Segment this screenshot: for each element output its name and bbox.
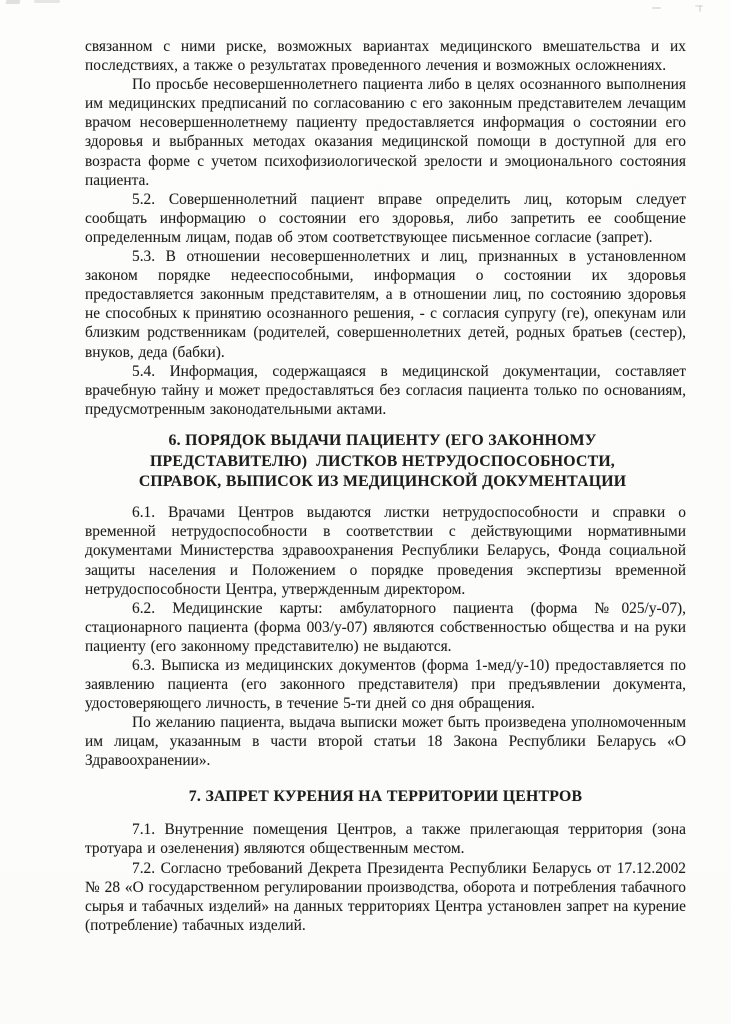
paragraph-5-minor-request: По просьбе несовершеннолетнего пациента либо в целях осознанного выполнения им медицинских предписаний по согласованию с его законным представителем лечащим врачом несовершеннолетнему пациенту предоставляется информация о состоянии его здоровья и выбранных методах оказания медицинской помощи в доступной для его возраста форме с учетом психофизиологической зрелости и эмоционального состояния пациента.: [85, 76, 686, 189]
paragraph-5-1-continuation: связанном с ними риске, возможных вариантах медицинского вмешательства и их последствиях, а также о результатах проведенного лечения и возможных осложнениях.: [85, 38, 686, 75]
paragraph-7-1: 7.1. Внутренние помещения Центров, а также прилегающая территория (зона тротуара и озеленения) являются общественным местом.: [85, 821, 686, 858]
paragraph-6-on-request: По желанию пациента, выдача выписки может быть произведена уполномоченным им лицам, указанным в части второй статьи 18 Закона Республики Беларусь «О Здравоохранении».: [85, 714, 686, 770]
document-body: [85, 37, 686, 935]
scan-artifact: [652, 7, 661, 9]
paragraph-5-3: 5.3. В отношении несовершеннолетних и лиц, признанных в установленном законом порядке недееспособными, информация о состоянии их здоровья предоставляется законным представителям, а в отношении лиц, по состоянию здоровья не способных к принятию осознанного решения, - с согласия супругу (ге), опекунам или близким родственникам (родителей, совершеннолетних детей, родных братьев (сестер), внуков, деда (бабки).: [85, 248, 686, 361]
section-6-heading-line-2: ПРЕДСТАВИТЕЛЮ) ЛИСТКОВ НЕТРУДОСПОСОБНОСТИ,: [150, 452, 615, 470]
scan-artifact: [6, 0, 21, 4]
paragraph-6-3: 6.3. Выписка из медицинских документов (форма 1-мед/у-10) предоставляется по заявлению пациента (его законного представителя) при предъявлении документа, удостоверяющего личность, в течение 5-ти дней со дня обращения.: [85, 657, 686, 713]
section-6-heading-line-3: СПРАВОК, ВЫПИСОК ИЗ МЕДИЦИНСКОЙ ДОКУМЕНТАЦИИ: [138, 473, 627, 491]
paragraph-6-1: 6.1. Врачами Центров выдаются листки нетрудоспособности и справки о временной нетрудоспособности в соответствии с действующими нормативными документами Министерства здравоохранения Республики Беларусь, Фонда социальной защиты населения и Положением о порядке проведения экспертизы временной нетрудоспособности Центра, утвержденным директором.: [85, 504, 686, 598]
scan-artifact: [695, 5, 703, 7]
section-6-heading-line-1: 6. ПОРЯДОК ВЫДАЧИ ПАЦИЕНТУ (ЕГО ЗАКОННОМУ: [168, 431, 597, 449]
paragraph-5-2: 5.2. Совершеннолетний пациент вправе определить лиц, которым следует сообщать информацию о состоянии его здоровья, либо запретить ее сообщение определенным лицам, подав об этом соответствующее письменное согласие (запрет).: [85, 190, 686, 246]
paragraph-5-4: 5.4. Информация, содержащаяся в медицинской документации, составляет врачебную тайну и может предоставляться без согласия пациента только по основаниям, предусмотренным законодательными актами.: [85, 362, 686, 418]
section-7-heading: [85, 787, 686, 808]
section-6-heading: [85, 431, 680, 493]
section-7-heading-line-1: 7. ЗАПРЕТ КУРЕНИЯ НА ТЕРРИТОРИИ ЦЕНТРОВ: [188, 787, 583, 805]
paragraph-7-2: 7.2. Согласно требований Декрета Президента Республики Беларусь от 17.12.2002 № 28 «О государственном регулировании производства, оборота и потребления табачного сырья и табачных изделий» на данных территориях Центра установлен запрет на курение (потребление) табачных изделий.: [85, 859, 686, 934]
paragraph-6-2: 6.2. Медицинские карты: амбулаторного пациента (форма №025/у-07), стационарного пациента (форма 003/у-07) являются собственностью общества и на руки пациенту (его законному представителю) не выдаются.: [85, 599, 686, 655]
scan-artifact: [34, 0, 60, 3]
